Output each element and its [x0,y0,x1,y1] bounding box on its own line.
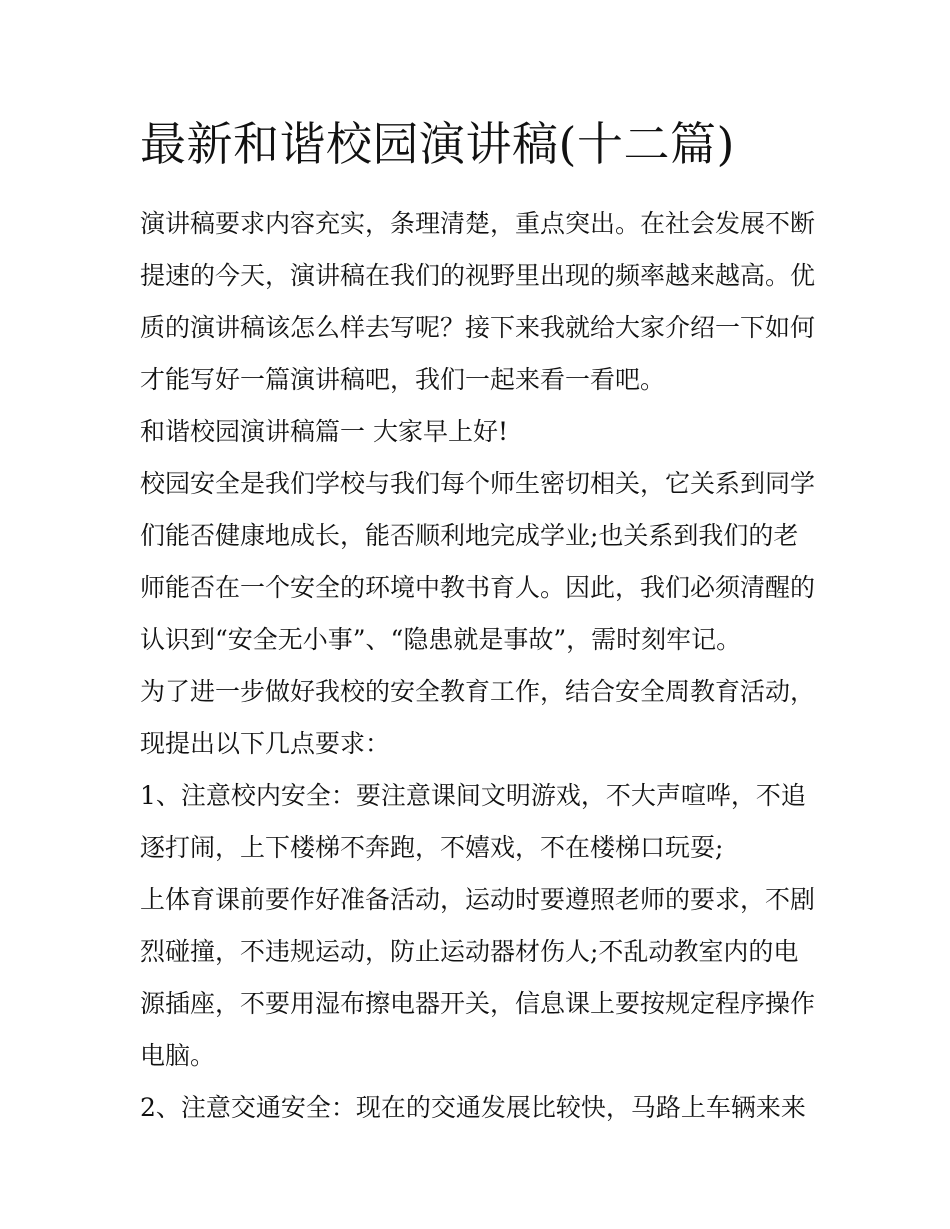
list-item-line: 1、注意校内安全：要注意课间文明游戏，不大声喧哗，不追 [140,781,806,810]
text-line: 上体育课前要作好准备活动，运动时要遵照老师的要求，不剧 [140,885,816,914]
section-heading-line: 和谐校园演讲稿篇一 大家早上好! [140,417,508,446]
text-line: 质的演讲稿该怎么样去写呢？接下来我就给大家介绍一下如何 [140,313,816,342]
text-line: 电脑。 [140,1041,216,1070]
list-item-line: 2、注意交通安全：现在的交通发展比较快，马路上车辆来来 [140,1093,806,1122]
text-line: 提速的今天，演讲稿在我们的视野里出现的频率越来越高。优 [140,261,816,290]
text-line: 们能否健康地成长，能否顺利地完成学业;也关系到我们的老 [140,521,799,550]
text-line: 源插座，不要用湿布擦电器开关，信息课上要按规定程序操作 [140,989,816,1018]
text-line: 认识到“安全无小事”、“隐患就是事故”，需时刻牢记。 [140,625,742,654]
text-line: 演讲稿要求内容充实，条理清楚，重点突出。在社会发展不断 [140,209,816,238]
document-body [140,198,830,1134]
text-line: 烈碰撞，不违规运动，防止运动器材伤人;不乱动教室内的电 [140,937,799,966]
text-line: 为了进一步做好我校的安全教育工作，结合安全周教育活动， [140,677,816,706]
text-line: 校园安全是我们学校与我们每个师生密切相关，它关系到同学 [140,469,816,498]
text-line: 才能写好一篇演讲稿吧，我们一起来看一看吧。 [140,365,666,394]
text-line: 逐打闹，上下楼梯不奔跑，不嬉戏，不在楼梯口玩耍; [140,833,724,862]
text-line: 师能否在一个安全的环境中教书育人。因此，我们必须清醒的 [140,573,816,602]
page-title: 最新和谐校园演讲稿(十二篇) [140,117,735,171]
text-line: 现提出以下几点要求： [140,729,391,758]
